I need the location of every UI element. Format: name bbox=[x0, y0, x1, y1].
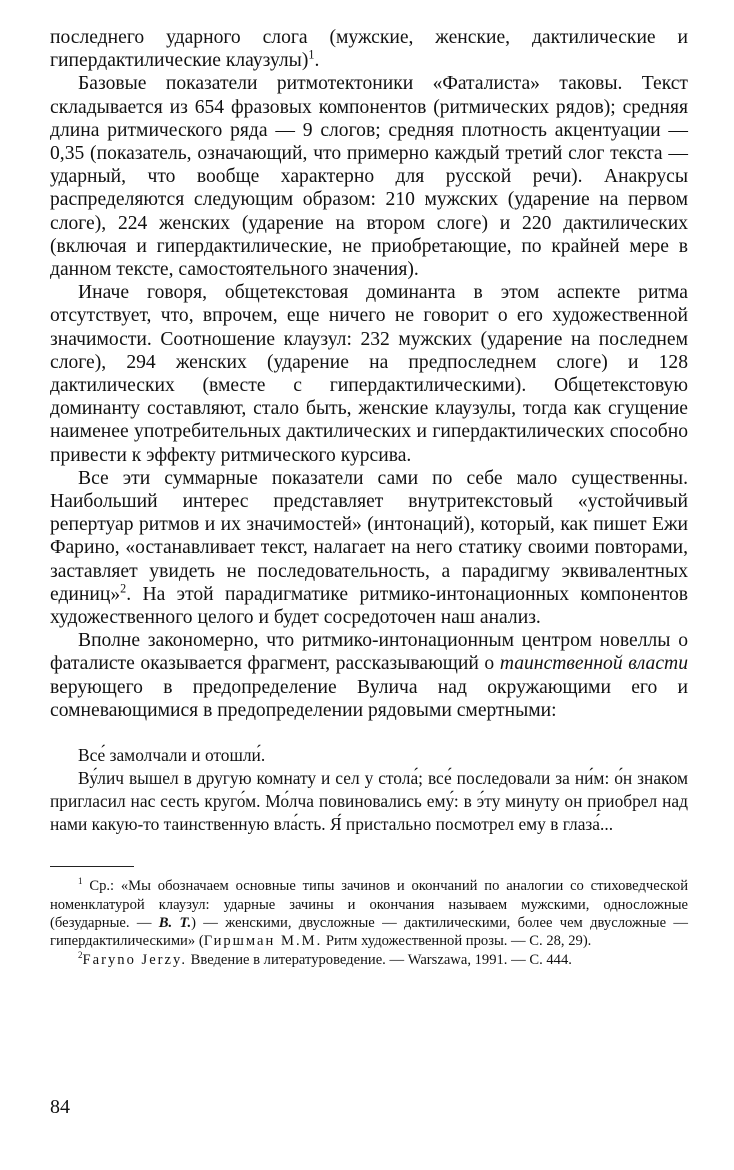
paragraph-4: Все эти суммарные показатели сами по себе мало существенны. Наибольший интерес представляет внутритекстовый «устойчивый репертуар ритмов и их значимостей» (интонаций), который, как пишет Ежи Фарино, «останавливает текст, налагает на него статику своими повторами, заставляет увидеть не последовательность, а парадигму эквивалентных единиц»$^2$. На этой парадигматике ритмико-интонационных компонентов художественного целого и будет сосредоточен наш анализ. bbox=[50, 467, 688, 629]
paragraph-3: Иначе говоря, общетекстовая доминанта в этом аспекте ритма отсутствует, что, впрочем, еще ничего не говорит о его художественной значимости. Соотношение клаузул: 232 мужских (ударение на последнем слоге), 294 женских (ударение на предпоследнем слоге) и 128 дактилических (вместе с гипердактилическими). Общетекстовую доминанту составляют, стало быть, женские клаузулы, тогда как сгущение наименее употребительных дактилических и гипердактилических способно привести к эффекту ритмического курсива. bbox=[50, 282, 688, 466]
footnote-1: $^1$ Ср.: «Мы обозначаем основные типы зачинов и окончаний по аналогии со стиховедческой номенклатурой клаузул: ударные зачины и окончания называем мужскими, односложные (безударные. — В. Т.) — женскими, двусложные — дактилическими, более чем двусложные — гипердактилическими» (Гиршман М.М. Ритм художественной прозы. — С. 28, 29). bbox=[50, 876, 689, 950]
page-number: 84 bbox=[50, 1096, 70, 1118]
footnote-ref-2[interactable]: 2 bbox=[120, 581, 127, 596]
paragraph-2: Базовые показатели ритмотектоники «Фаталиста» таковы. Текст складывается из 654 фразовых компонентов (ритмических рядов); средняя длина ритмического ряда — 9 слогов; средняя плотность акцентуации — 0,35 (показатель, означающий, что примерно каждый третий слог текста — ударный, что вообще характерно для русской речи). Анакрусы распределяются следующим образом: 210 мужских (ударение на первом слоге), 224 женских (ударение на втором слоге) и 220 дактилических (включая и гипердактилические, не приобретающие, по крайней мере в данном тексте, самостоятельного значения). bbox=[50, 73, 688, 281]
quote-line-2: Ву́лич вышел в другую комнату и сел у стола́; все́ последовали за ни́м: о́н знаком пригласил нас сесть круго́м. Мо́лча повиновались ему́: в э́ту минуту он приобрел над нами какую-то таинственную вла́сть. Я́ пристально посмотрел ему в глаза́... bbox=[50, 768, 688, 835]
footnote-2: $^2$Faryno Jerzy. Введение в литературоведение. — Warszawa, 1991. — С. 444. bbox=[78, 949, 572, 968]
footnote-ref-1[interactable]: 1 bbox=[308, 47, 315, 62]
footnotes bbox=[50, 877, 688, 969]
paragraph-1: последнего ударного слога (мужские, женские, дактилические и гипердактилические клаузулы)$^1$. bbox=[50, 27, 688, 72]
quote-line-1: Все́ замолчали и отошли́. bbox=[78, 745, 266, 766]
block-quote bbox=[50, 744, 688, 836]
italic-phrase: таинственной власти bbox=[499, 653, 688, 675]
main-text bbox=[50, 26, 688, 722]
footnote-divider bbox=[50, 866, 134, 867]
author-name: Гиршман М.М. bbox=[203, 933, 323, 950]
author-name: Faryno Jerzy. bbox=[82, 951, 188, 968]
paragraph-5: Вполне закономерно, что ритмико-интонационным центром новеллы о фаталисте оказывается фрагмент, рассказывающий о таинственной власти верующего в предопределение Вулича над окружающими его и сомневающимися в предопределении рядовыми смертными: bbox=[50, 630, 688, 721]
